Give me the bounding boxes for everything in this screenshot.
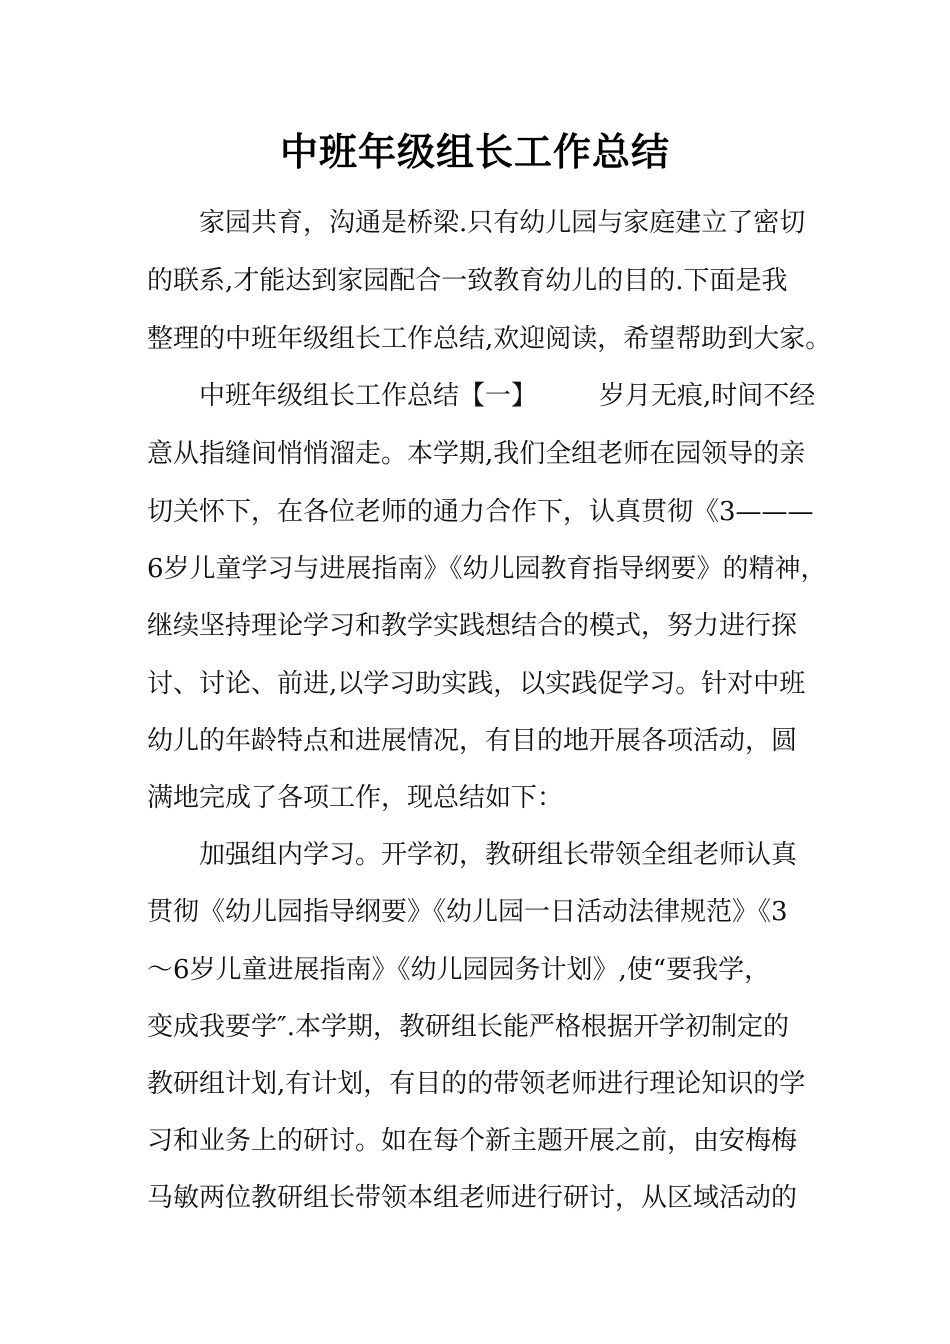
- paragraph-line: ～6岁儿童进展指南》《幼儿园园务计划》,使“要我学，: [147, 955, 771, 985]
- paragraph-line: 贯彻《幼儿园指导纲要》《幼儿园一日活动法律规范》《3: [147, 897, 788, 927]
- paragraph-line: 加强组内学习。开学初，教研组长带领全组老师认真: [199, 840, 798, 870]
- paragraph-line: 意从指缝间悄悄溜走。本学期,我们全组老师在园领导的亲: [147, 439, 806, 469]
- section-heading: 中班年级组长工作总结【一】: [199, 381, 538, 411]
- paragraph-line: 习和业务上的研讨。如在每个新主题开展之前，由安梅梅: [147, 1126, 798, 1156]
- section-heading-line: [199, 376, 827, 416]
- paragraph-line: 满地完成了各项工作，现总结如下：: [147, 783, 564, 813]
- paragraph-line: 切关怀下，在各位老师的通力合作下，认真贯彻《3———: [147, 497, 814, 527]
- paragraph-line: 6岁儿童学习与进展指南》《幼儿园教育指导纲要》的精神，: [147, 554, 827, 584]
- paragraph-line: 家园共育，沟通是桥梁.只有幼儿园与家庭建立了密切: [199, 208, 806, 238]
- paragraph-line: 继续坚持理论学习和教学实践想结合的模式，努力进行探: [147, 611, 798, 641]
- document-title: 中班年级组长工作总结: [279, 129, 670, 174]
- paragraph-line: 幼儿的年龄特点和进展情况，有目的地开展各项活动，圆: [147, 726, 798, 756]
- paragraph-line: 变成我要学″.本学期，教研组长能严格根据开学初制定的: [147, 1012, 789, 1042]
- paragraph-line: 讨、讨论、前进,以学习助实践，以实践促学习。针对中班: [147, 669, 806, 699]
- paragraph-text: 岁月无痕,时间不经: [599, 381, 816, 411]
- paragraph-line: 教研组计划,有计划，有目的的带领老师进行理论知识的学: [147, 1069, 806, 1099]
- paragraph-line: 整理的中班年级组长工作总结,欢迎阅读，希望帮助到大家。: [147, 324, 832, 354]
- paragraph-line: 马敏两位教研组长带领本组老师进行研讨，从区域活动的: [147, 1183, 798, 1213]
- paragraph-line: 的联系,才能达到家园配合一致教育幼儿的目的.下面是我: [147, 266, 788, 296]
